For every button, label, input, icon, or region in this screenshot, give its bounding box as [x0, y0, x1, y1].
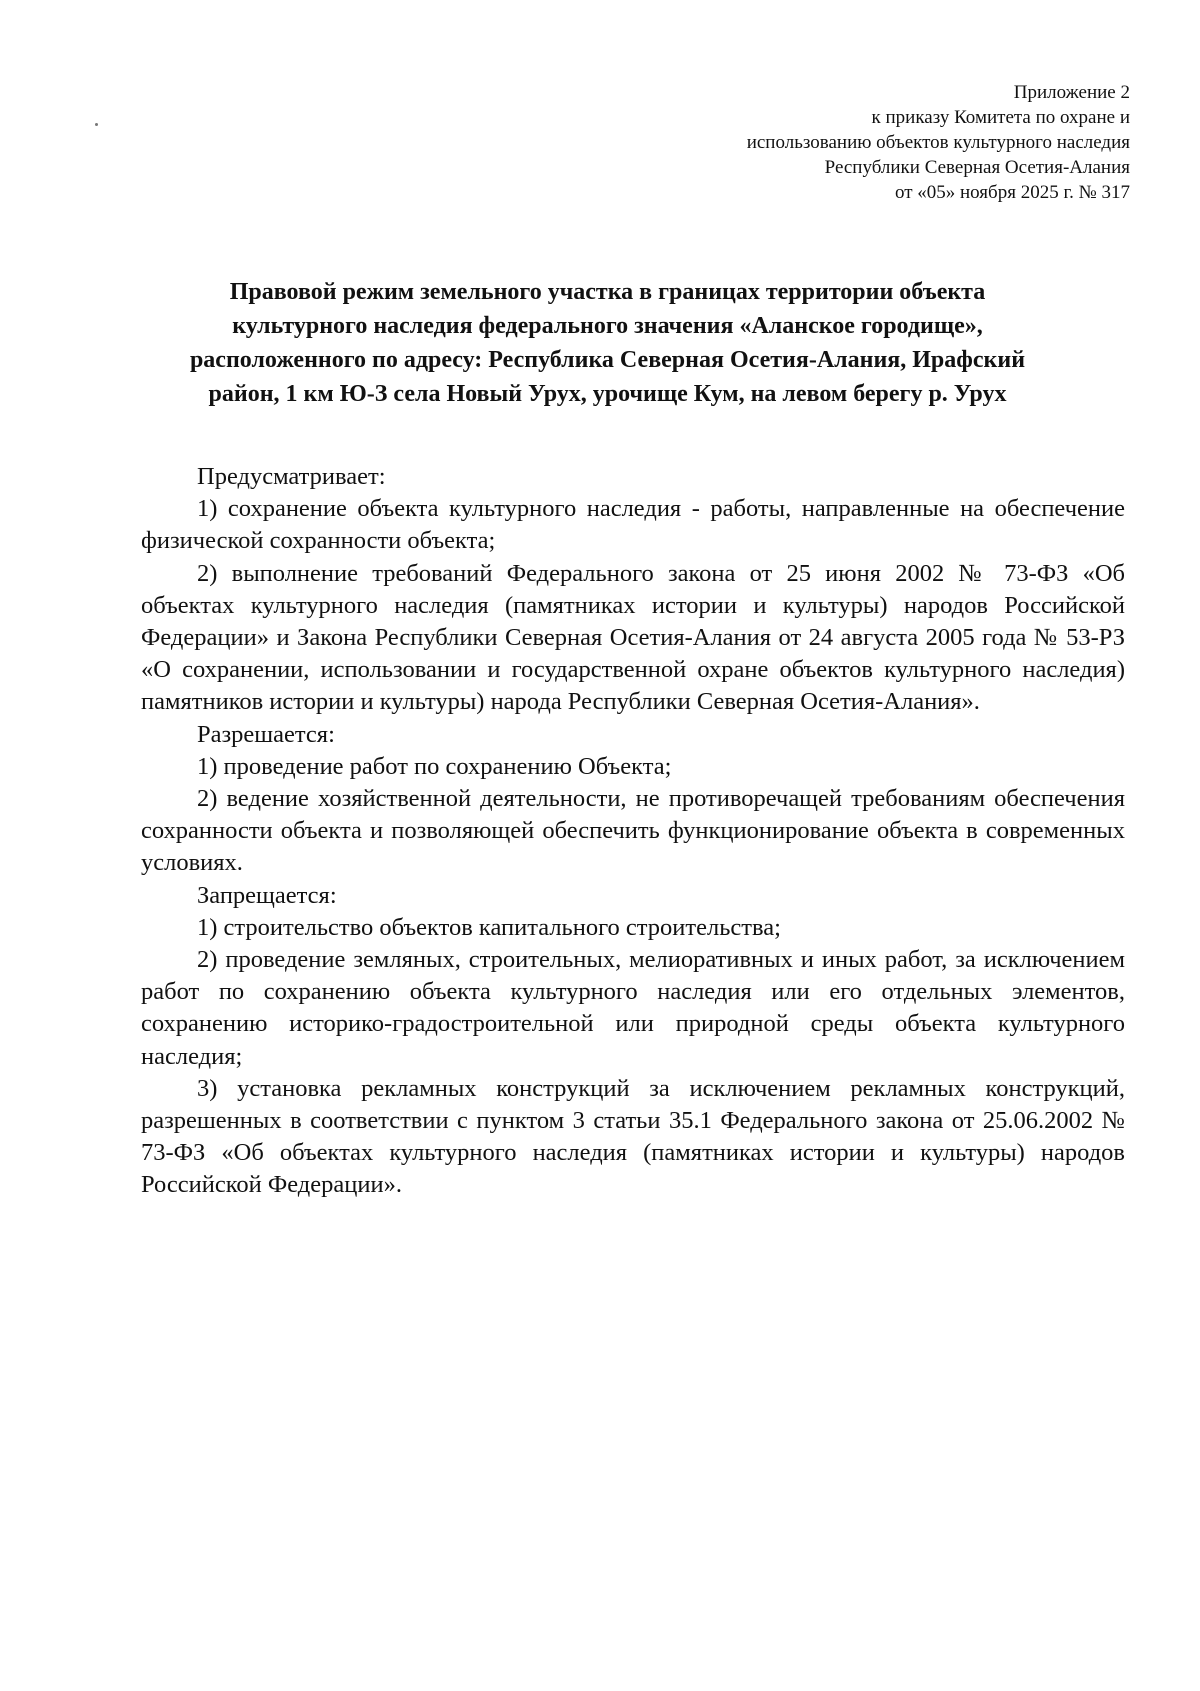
scan-speck: [95, 123, 98, 126]
title-line-4: район, 1 км Ю-З села Новый Урух, урочище Кум, на левом берегу р. Урух: [208, 381, 1007, 407]
title-line-3: расположенного по адресу: Республика Северная Осетия-Алания, Ирафский: [189, 347, 1026, 373]
provides-item-2: 2) выполнение требований Федерального закона от 25 июня 2002 № 73-ФЗ «Об объектах культурного наследия (памятниках истории и культуры) народов Российской Федерации» и Закона Республики Северная Осетия-Алания от 24 августа 2005 года № 53-РЗ «О сохранении, использовании и государственной охране объектов культурного наследия) памятников истории и культуры) народа Республики Северная Осетия-Алания».: [141, 559, 1125, 716]
provides-heading: Предусматривает:: [197, 463, 386, 490]
prohibited-heading: Запрещается:: [197, 881, 337, 909]
allowed-item-2: 2) ведение хозяйственной деятельности, не противоречащей требованиям обеспечения сохранности объекта и позволяющей обеспечить функционирование объекта в современных условиях.: [141, 785, 1125, 877]
allowed-item-1: 1) проведение работ по сохранению Объекта;: [197, 752, 672, 780]
provides-item-1: 1) сохранение объекта культурного наследия - работы, направленные на обеспечение физической сохранности объекта;: [141, 495, 1125, 555]
allowed-heading: Разрешается:: [197, 720, 335, 748]
appendix-line-1: Приложение 2: [1013, 82, 1130, 103]
document-title: [120, 275, 1095, 411]
title-line-2: культурного наследия федерального значения «Аланское городище»,: [232, 313, 983, 339]
appendix-line-2: к приказу Комитета по охране и: [871, 107, 1130, 128]
prohibited-item-1: 1) строительство объектов капитального строительства;: [197, 913, 781, 941]
title-line-1: Правовой режим земельного участка в границах территории объекта: [229, 279, 986, 305]
prohibited-item-2: 2) проведение земляных, строительных, мелиоративных и иных работ, за исключением работ по сохранению объекта культурного наследия или его отдельных элементов, сохранению историко-градостроительной или природной среды объекта культурного наследия;: [141, 946, 1125, 1070]
appendix-line-3: использованию объектов культурного наследия: [746, 132, 1130, 153]
prohibited-item-3: 3) установка рекламных конструкций за исключением рекламных конструкций, разрешенных в соответствии с пунктом 3 статьи 35.1 Федерального закона от 25.06.2002 № 73-ФЗ «Об объектах культурного наследия (памятниках истории и культуры) народов Российской Федерации».: [141, 1074, 1125, 1199]
appendix-line-4: Республики Северная Осетия-Алания: [824, 157, 1130, 178]
appendix-header: [747, 80, 1130, 205]
appendix-line-5: от «05» ноября 2025 г. № 317: [894, 182, 1130, 203]
document-body: [141, 461, 1125, 1202]
